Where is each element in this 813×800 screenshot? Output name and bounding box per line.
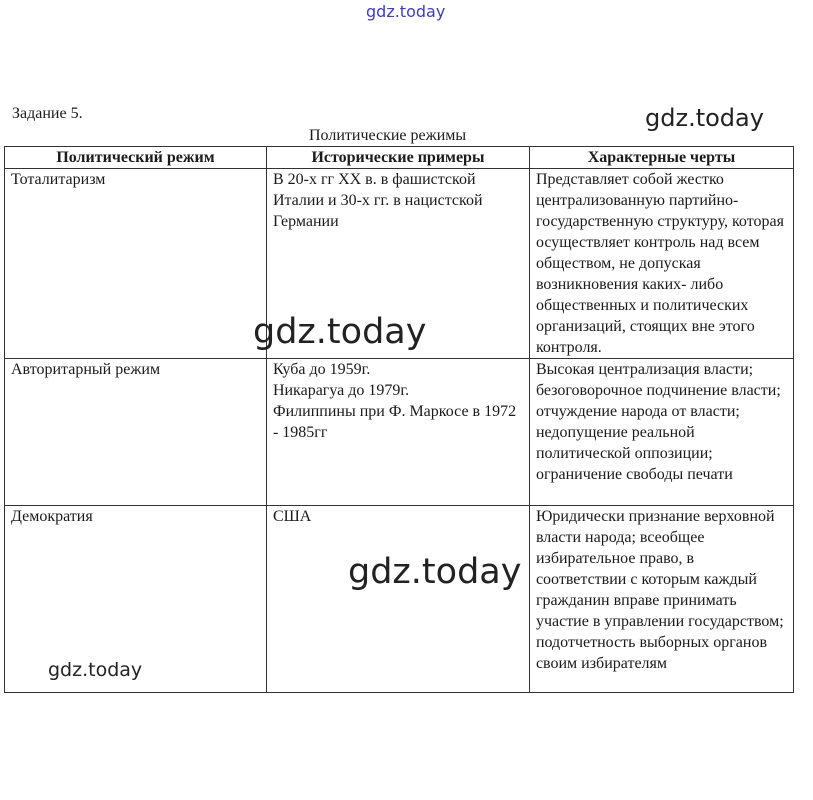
task-label: Задание 5.	[12, 105, 83, 122]
cell-regime: Авторитарный режим	[5, 359, 267, 506]
political-regimes-table	[4, 146, 794, 693]
header-features: Характерные черты	[529, 147, 793, 169]
watermark-center-upper: gdz.today	[253, 312, 427, 352]
cell-regime: Тоталитаризм	[5, 169, 267, 359]
table-header-row	[5, 147, 794, 169]
cell-features: Высокая централизация власти; безоговорочное подчинение власти; отчуждение народа от власти; недопущение реальной политической оппозиции; ограничение свободы печати	[529, 359, 793, 506]
cell-examples: США	[266, 506, 529, 693]
header-examples: Исторические примеры	[266, 147, 529, 169]
table-row	[5, 359, 794, 506]
watermark-right: gdz.today	[645, 104, 764, 132]
cell-regime: Демократия	[5, 506, 267, 693]
cell-features: Юридически признание верховной власти народа; всеобщее избирательное право, в соответствии с которым каждый гражданин вправе принимать участие в управлении государством; подотчетность выборных органов своим избирателям	[529, 506, 793, 693]
watermark-center-lower: gdz.today	[348, 552, 522, 592]
cell-features: Представляет собой жестко централизованную партийно-государственную структуру, которая осуществляет контроль над всем обществом, не допуская возникновения каких- либо общественных и политических организаций, стоящих вне этого контроля.	[529, 169, 793, 359]
header-regime: Политический режим	[5, 147, 267, 169]
table-caption: Политические режимы	[309, 127, 467, 144]
cell-examples: В 20-х гг XX в. в фашистской Италии и 30-х гг. в нацистской Германии	[266, 169, 529, 359]
watermark-bottom-left: gdz.today	[48, 659, 143, 681]
cell-examples: Куба до 1959г. Никарагуа до 1979г. Филиппины при Ф. Маркосе в 1972 - 1985гг	[266, 359, 529, 506]
watermark-top: gdz.today	[366, 2, 446, 21]
